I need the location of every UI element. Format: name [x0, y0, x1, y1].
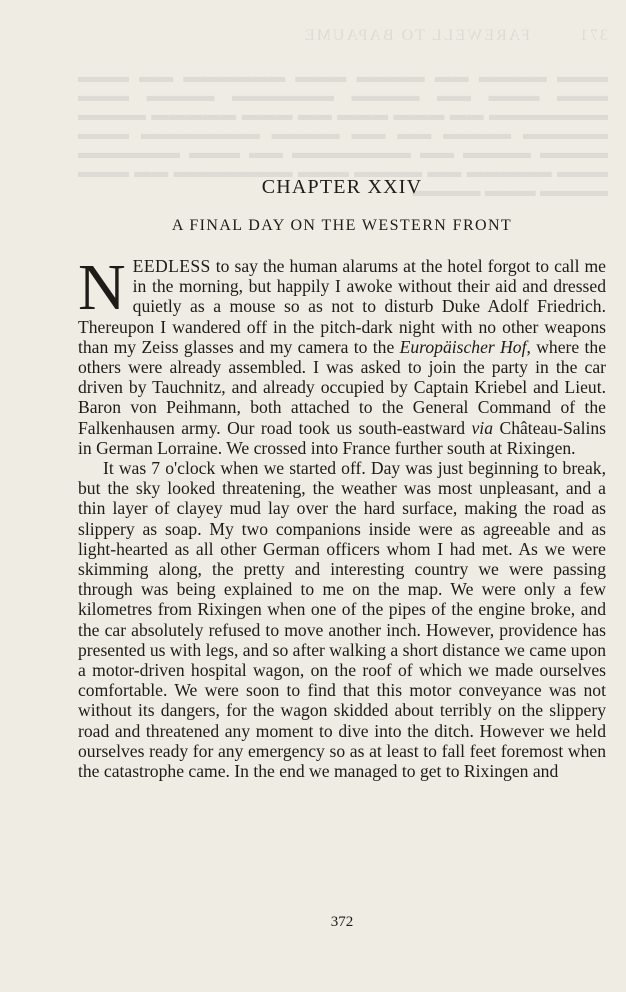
- hotel-name: Europäischer Hof: [399, 336, 527, 357]
- paragraph-2: It was 7 o'clock when we started off. Day was just beginning to break, but the sky looked threatening, the weather was most unpleasant, and a thin layer of clayey mud lay over the hard surface, making the road as slippery as soap. My two companions inside were as agreeable and as light-hearted as all other German officers whom I had met. As we were skimming along, the pretty and interesting country we were passing through was being explained to me on the map. We were only a few kilometres from Rixingen when one of the pipes of the engine broke, and the car absolutely refused to move another inch. However, providence has presented us with legs, and so after walking a short distance we came upon a motor-driven hospital wagon, on the roof of which we made ourselves comfortable. We were soon to find that this motor conveyance was not without its dangers, for the wagon skidded about terribly on the slippery road and threatened any moment to dive into the ditch. However we held ourselves ready for any emergency so as at least to fall feet foremost when the catastrophe came. In the end we managed to get to Rixingen and: [78, 458, 606, 782]
- paragraph-1-text-b: , where the others were already assembled. I was asked to join the party in the car driven by Tauchnitz, and already occupied by Captain Kriebel and Lieut. Baron von Peihmann, both attached to the General Command of the Falkenhausen army. Our road took us south-eastward: [78, 336, 607, 438]
- paragraph-1-text-a: to say the human alarums at the hotel forgot to call me in the morning, but happily I awoke without their aid and dressed quietly as a mouse so as not to disturb Duke Adolf Friedrich. Thereupon I wandered off in the pitch-dark night with no other weapons than my Zeiss glasses and my camera to the: [78, 256, 606, 357]
- paragraph-1: [78, 251, 607, 458]
- via-word: via: [471, 417, 493, 438]
- page-number: 372: [330, 914, 354, 930]
- opening-caps: EEDLESS: [132, 256, 211, 276]
- body-text: [78, 251, 607, 782]
- drop-cap: N: [78, 251, 126, 324]
- show-through-from-reverse-page: 371 FAREWELL TO BAPAUME ▬▬▬ ▬▬▬▬ ▬▬ ▬▬▬▬ ▬▬▬ ▬▬▬▬▬▬ ▬▬ ▬▬▬ ▬▬▬ ▬▬▬ ▬▬ ▬▬▬▬ ▬▬▬▬▬▬ ▬▬▬▬ ▬▬▬ ▬▬▬▬▬▬▬ ▬▬ ▬▬▬ ▬▬▬ ▬▬ ▬▬▬ ▬▬▬▬▬ ▬▬▬▬ ▬▬▬▬▬ ▬▬▬▬ ▬▬ ▬▬ ▬▬▬▬ ▬▬▬▬▬▬▬ ▬▬▬ ▬▬▬▬ ▬▬▬▬ ▬▬ ▬▬▬▬▬▬▬ ▬▬ ▬▬▬ ▬▬▬▬▬▬ ▬▬▬ ▬▬▬▬▬ ▬▬ ▬▬▬▬ ▬▬▬ ▬▬▬▬▬▬▬ ▬▬ ▬▬▬ ▬▬▬▬ ▬▬▬ ▬▬▬▬: [78, 27, 608, 200]
- chapter-subtitle: A FINAL DAY ON THE WESTERN FRONT: [171, 217, 513, 234]
- chapter-title: CHAPTER XXIV: [261, 176, 423, 198]
- paragraph-1-text-c: Château-Salins in German Lorraine. We crossed into France further south at Rixingen.: [78, 417, 606, 458]
